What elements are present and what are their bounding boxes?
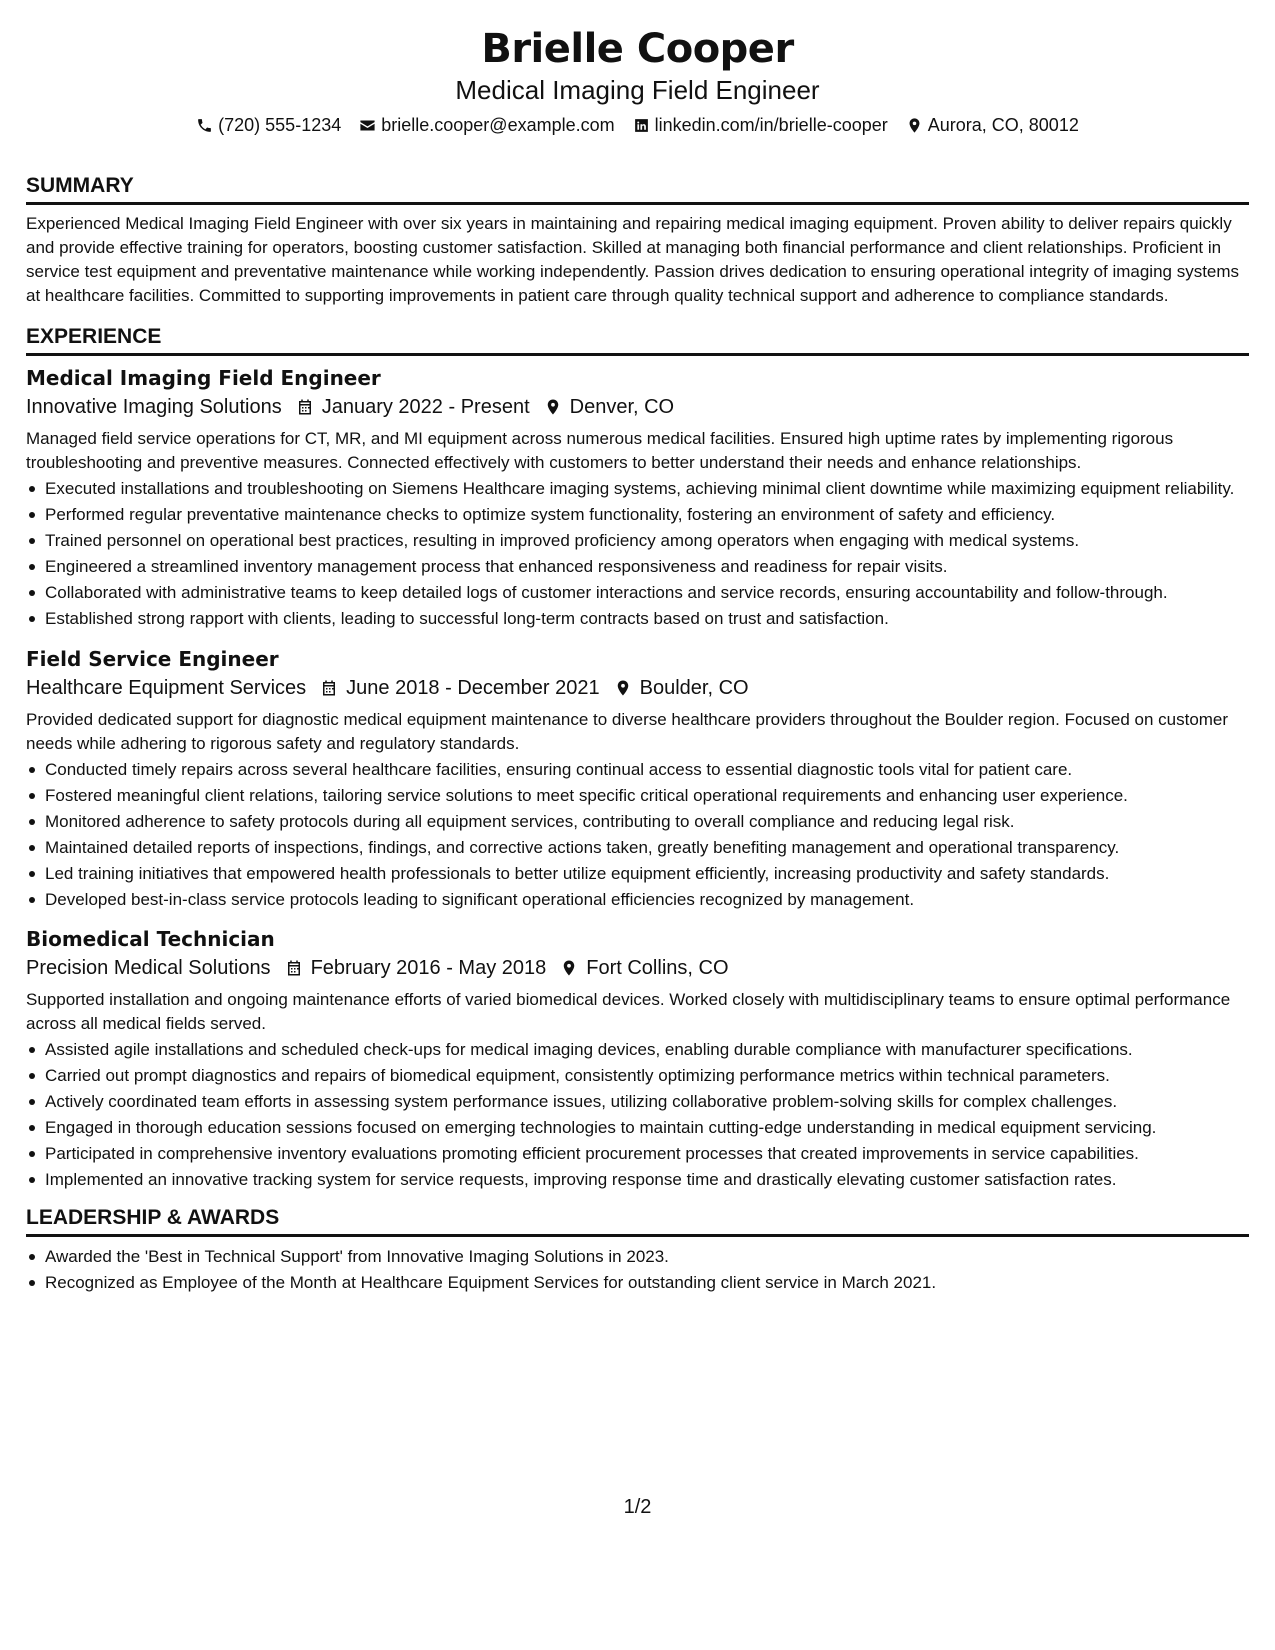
job-title: Medical Imaging Field Engineer bbox=[26, 366, 381, 390]
calendar-icon bbox=[320, 679, 338, 697]
job-company: Innovative Imaging Solutions bbox=[26, 396, 282, 418]
section-title-summary: SUMMARY bbox=[26, 174, 1249, 205]
list-item: Engaged in thorough education sessions focused on emerging technologies to maintain cutting-edge understanding in medical equipment servicing. bbox=[26, 1116, 1249, 1140]
contact-linkedin[interactable] bbox=[633, 113, 888, 137]
map-pin-icon bbox=[614, 679, 632, 697]
calendar-icon bbox=[285, 959, 303, 977]
list-item: Implemented an innovative tracking system for service requests, improving response time and drastically elevating customer satisfaction rates. bbox=[26, 1168, 1249, 1192]
list-item: Fostered meaningful client relations, tailoring service solutions to meet specific critical operational requirements and enhancing user experience. bbox=[26, 784, 1249, 808]
list-item: Maintained detailed reports of inspections, findings, and corrective actions taken, greatly benefiting management and operational transparency. bbox=[26, 836, 1249, 860]
job-title: Field Service Engineer bbox=[26, 646, 279, 671]
list-item: Established strong rapport with clients, leading to successful long-term contracts based on trust and satisfaction. bbox=[26, 607, 1249, 631]
job-meta bbox=[26, 953, 1249, 983]
list-item: Trained personnel on operational best practices, resulting in improved proficiency among operators when engaging with medical systems. bbox=[26, 529, 1249, 553]
page-number: 1/2 bbox=[623, 1496, 652, 1518]
linkedin-icon bbox=[633, 117, 650, 134]
job-dates: February 2016 - May 2018 bbox=[310, 957, 547, 979]
job-company: Healthcare Equipment Services bbox=[26, 676, 307, 699]
job-bullets bbox=[26, 758, 1249, 912]
location-text: Aurora, CO, 80012 bbox=[927, 115, 1079, 135]
resume-header bbox=[26, 0, 1249, 137]
list-item: Assisted agile installations and scheduled check-ups for medical imaging devices, enabling durable compliance with manufacturer specifications. bbox=[26, 1038, 1249, 1062]
envelope-icon bbox=[359, 117, 376, 134]
job-location: Boulder, CO bbox=[639, 676, 749, 699]
job-entry bbox=[26, 364, 1249, 631]
candidate-name: Brielle Cooper bbox=[481, 26, 794, 72]
list-item: Carried out prompt diagnostics and repairs of biomedical equipment, consistently optimizing performance metrics within technical parameters. bbox=[26, 1064, 1249, 1088]
calendar-icon bbox=[296, 398, 314, 416]
awards-section bbox=[26, 1206, 1249, 1295]
phone-text: (720) 555-1234 bbox=[218, 115, 342, 135]
list-item: Performed regular preventative maintenance checks to optimize system functionality, fostering an environment of safety and efficiency. bbox=[26, 503, 1249, 527]
list-item: Awarded the 'Best in Technical Support' from Innovative Imaging Solutions in 2023. bbox=[26, 1245, 1249, 1269]
map-pin-icon bbox=[544, 398, 562, 416]
map-pin-icon bbox=[906, 117, 923, 134]
list-item: Participated in comprehensive inventory evaluations promoting efficient procurement processes that created improvements in service capabilities. bbox=[26, 1142, 1249, 1166]
contact-email[interactable] bbox=[359, 113, 614, 137]
list-item: Developed best-in-class service protocols leading to significant operational efficiencies recognized by management. bbox=[26, 888, 1249, 912]
contact-phone bbox=[196, 113, 341, 137]
candidate-headline: Medical Imaging Field Engineer bbox=[455, 75, 820, 105]
list-item: Actively coordinated team efforts in assessing system performance issues, utilizing collaborative problem-solving skills for complex challenges. bbox=[26, 1090, 1249, 1114]
list-item: Recognized as Employee of the Month at Healthcare Equipment Services for outstanding client service in March 2021. bbox=[26, 1271, 1249, 1295]
list-item: Collaborated with administrative teams to keep detailed logs of customer interactions and service records, ensuring accountability and follow-through. bbox=[26, 581, 1249, 605]
job-meta bbox=[26, 392, 1249, 422]
contact-row bbox=[26, 113, 1249, 137]
experience-section bbox=[26, 325, 1249, 1192]
phone-icon bbox=[196, 117, 213, 134]
linkedin-link[interactable]: linkedin.com/in/brielle-cooper bbox=[654, 115, 888, 135]
summary-section bbox=[26, 174, 1249, 308]
list-item: Engineered a streamlined inventory management process that enhanced responsiveness and readiness for repair visits. bbox=[26, 555, 1249, 579]
map-pin-icon bbox=[560, 959, 578, 977]
list-item: Monitored adherence to safety protocols during all equipment services, contributing to overall compliance and reducing legal risk. bbox=[26, 810, 1249, 834]
job-location: Denver, CO bbox=[569, 396, 675, 418]
contact-location bbox=[906, 113, 1079, 137]
job-bullets bbox=[26, 1038, 1249, 1192]
job-company: Precision Medical Solutions bbox=[26, 957, 271, 979]
job-title: Biomedical Technician bbox=[26, 927, 275, 951]
job-dates: January 2022 - Present bbox=[321, 396, 530, 418]
list-item: Conducted timely repairs across several healthcare facilities, ensuring continual access to essential diagnostic tools vital for patient care. bbox=[26, 758, 1249, 782]
job-list bbox=[26, 364, 1249, 1192]
award-list bbox=[26, 1245, 1249, 1295]
section-title-experience: EXPERIENCE bbox=[26, 325, 1249, 356]
job-entry bbox=[26, 645, 1249, 912]
list-item: Executed installations and troubleshooting on Siemens Healthcare imaging systems, achieving minimal client downtime while maximizing equipment reliability. bbox=[26, 477, 1249, 501]
job-description: Provided dedicated support for diagnostic medical equipment maintenance to diverse healthcare providers throughout the Boulder region. Focused on customer needs while adhering to rigorous safety and regulatory standards. bbox=[26, 709, 1229, 753]
email-link[interactable]: brielle.cooper@example.com bbox=[381, 115, 615, 135]
job-dates: June 2018 - December 2021 bbox=[346, 676, 600, 699]
job-description: Managed field service operations for CT, MR, and MI equipment across numerous medical facilities. Ensured high uptime rates by implementing rigorous troubleshooting and preventive measures. Connected effectively with customers to better understand their needs and enhance relationships. bbox=[26, 429, 1174, 472]
job-description: Supported installation and ongoing maintenance efforts of varied biomedical devices. Worked closely with multidisciplinary teams to ensure optimal performance across all medical fields served. bbox=[26, 990, 1231, 1033]
list-item: Led training initiatives that empowered health professionals to better utilize equipment efficiently, increasing productivity and safety standards. bbox=[26, 862, 1249, 886]
job-meta bbox=[26, 673, 1249, 703]
job-bullets bbox=[26, 477, 1249, 631]
section-title-awards: LEADERSHIP & AWARDS bbox=[26, 1206, 1249, 1237]
job-entry bbox=[26, 925, 1249, 1192]
summary-text: Experienced Medical Imaging Field Engineer with over six years in maintaining and repairing medical imaging equipment. Proven ability to deliver repairs quickly and provide effective training for operators, boosting customer satisfaction. Skilled at managing both financial performance and client relationships. Proficient in service test equipment and preventative maintenance while working independently. Passion drives dedication to ensuring operational integrity of imaging systems at healthcare facilities. Committed to supporting improvements in patient care through quality technical support and adherence to compliance standards. bbox=[26, 214, 1240, 305]
job-location: Fort Collins, CO bbox=[586, 957, 729, 979]
